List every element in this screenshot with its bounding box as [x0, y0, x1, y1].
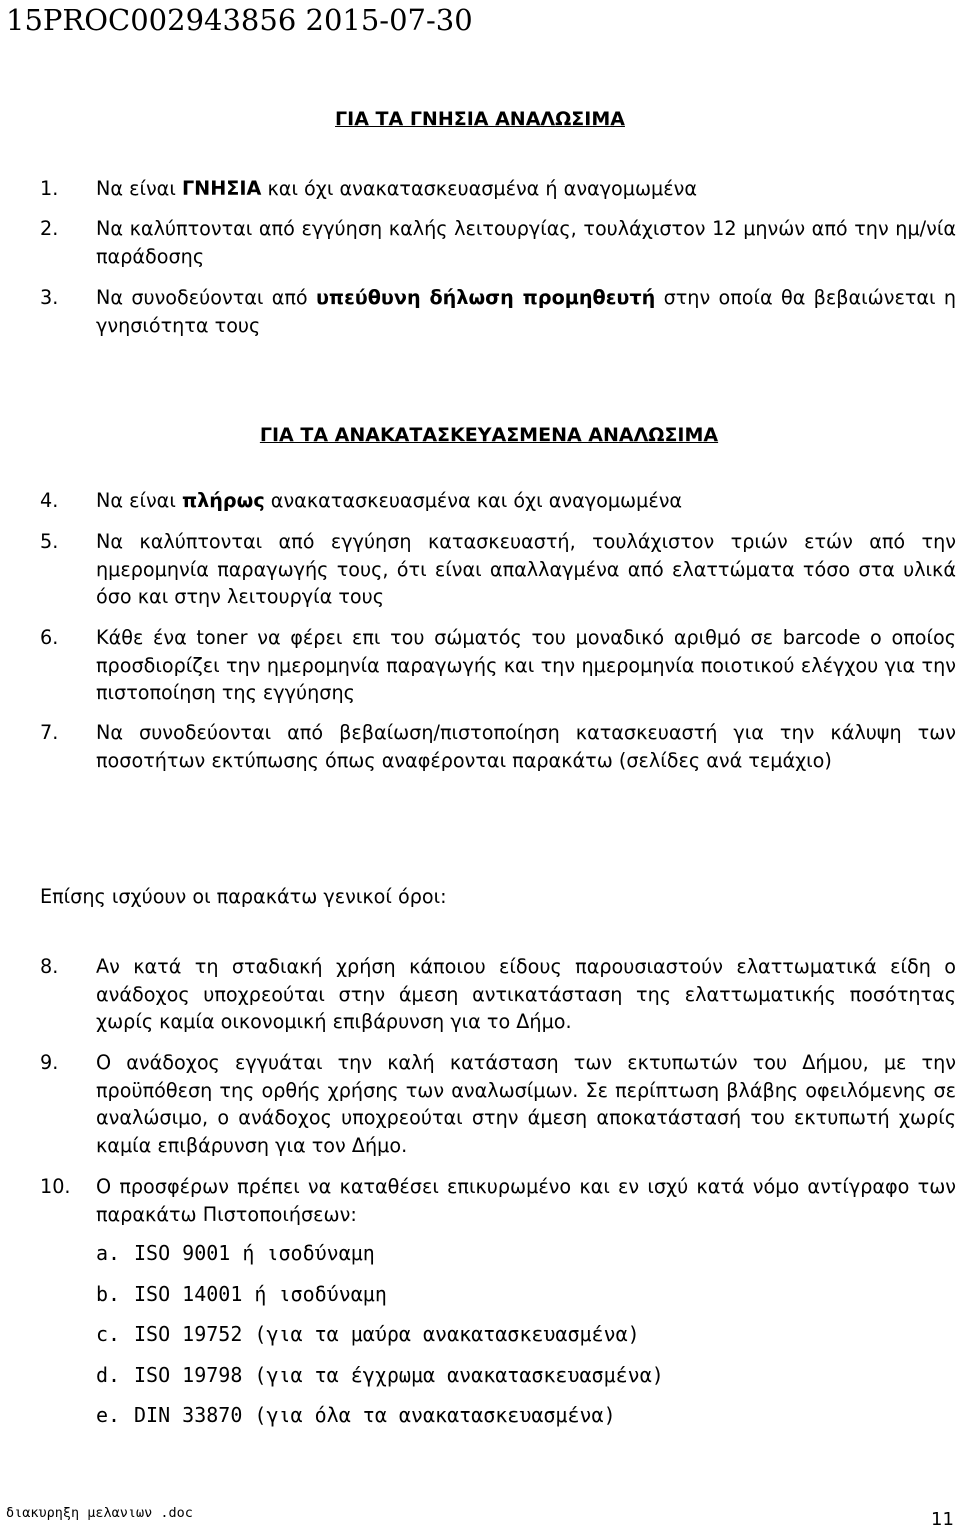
footer-filename: διακυρηξη μελανιων .doc	[6, 1505, 193, 1521]
list-item-text: Ο ανάδοχος εγγυάται την καλή κατάσταση των εκτυπωτών του Δήμου, με την προϋπόθεση της ορθής χρήσης των αναλωσίμων. Σε περίπτωση βλάβης οφειλόμενης σε αναλώσιμο, ο ανάδοχος υποχρεούται στην άμεση αποκατάστασή του εκτυπωτή χωρίς καμία επιβάρυνση για τον Δήμο.	[96, 1051, 956, 1157]
list-item-2	[40, 215, 956, 270]
list-item-7	[40, 719, 956, 774]
certification-label: d.	[96, 1363, 121, 1387]
certification-text: DIN 33870 (για όλα τα ανακατασκευασμένα)	[134, 1403, 616, 1427]
section-heading-refurbished-text: ΓΙΑ ΤΑ ΑΝΑΚΑΤΑΣΚΕΥΑΣΜΕΝΑ ΑΝΑΛΩΣΙΜΑ	[259, 424, 719, 446]
certification-item-d	[96, 1362, 664, 1389]
list-item-emphasis: υπεύθυνη δήλωση προμηθευτή	[315, 286, 656, 309]
list-item-number: 10.	[40, 1175, 71, 1198]
list-item-text: Αν κατά τη σταδιακή χρήση κάποιου είδους παρουσιαστούν ελαττωματικά είδη ο ανάδοχος υποχρεούται στην άμεση αντικατάσταση της ελαττωματικής ποσότητας χωρίς καμία οικονομική επιβάρυνση για το Δήμο.	[96, 955, 956, 1033]
list-item-text: ανακατασκευασμένα και όχι αναγομωμένα	[264, 489, 683, 512]
certification-text: ISO 19752 (για τα μαύρα ανακατασκευασμένα)	[134, 1322, 640, 1346]
list-item-number: 1.	[40, 177, 59, 200]
list-item-1	[40, 175, 956, 203]
list-item-10	[40, 1173, 956, 1228]
certification-label: c.	[96, 1322, 121, 1346]
list-item-9	[40, 1049, 956, 1159]
list-item-text: Να καλύπτονται από εγγύηση κατασκευαστή, τουλάχιστον τριών ετών από την ημερομηνία παραγωγής τους, ότι είναι απαλλαγμένα από ελαττώματα τόσο στα υλικά όσο και στην λειτουργία τους	[96, 530, 956, 608]
page-number: 11	[931, 1509, 954, 1530]
list-item-number: 9.	[40, 1051, 59, 1074]
list-item-5	[40, 528, 956, 611]
certification-item-c	[96, 1321, 640, 1348]
certification-text: ISO 19798 (για τα έγχρωμα ανακατασκευασμένα)	[134, 1363, 664, 1387]
certification-label: e.	[96, 1403, 121, 1427]
section-heading-genuine	[0, 107, 960, 131]
list-item-emphasis: ΓΝΗΣΙΑ	[181, 177, 262, 200]
list-item-number: 7.	[40, 721, 59, 744]
certification-text: ISO 14001 ή ισοδύναμη	[134, 1282, 387, 1306]
certification-item-a	[96, 1240, 375, 1267]
list-item-4	[40, 487, 956, 515]
list-item-text: Να καλύπτονται από εγγύηση καλής λειτουργίας, τουλάχιστον 12 μηνών από την ημ/νία παράδοσης	[96, 217, 956, 268]
certification-label: a.	[96, 1241, 121, 1265]
list-item-emphasis: πλήρως	[181, 489, 265, 512]
list-item-text: Κάθε ένα toner να φέρει επι του σώματός του μοναδικό αριθμό σε barcode ο οποίος προσδιορίζει την ημερομηνία παραγωγής και την ημερομηνία ποιοτικού ελέγχου για την πιστοποίηση της εγγύησης	[96, 626, 956, 704]
list-item-number: 5.	[40, 530, 59, 553]
list-item-8	[40, 953, 956, 1036]
list-item-number: 8.	[40, 955, 59, 978]
certification-text: ISO 9001 ή ισοδύναμη	[134, 1241, 375, 1265]
list-item-number: 6.	[40, 626, 59, 649]
list-item-number: 3.	[40, 286, 59, 309]
certification-item-b	[96, 1281, 387, 1308]
certification-label: b.	[96, 1282, 121, 1306]
list-item-3	[40, 284, 956, 339]
list-item-text: Να είναι	[96, 177, 182, 200]
list-item-number: 4.	[40, 489, 59, 512]
list-item-text: Να είναι	[96, 489, 182, 512]
list-item-text: στην οποία θα βεβαιώνεται η γνησιότητα τους	[96, 286, 956, 337]
list-item-6	[40, 624, 956, 707]
section-heading-refurbished	[0, 423, 960, 447]
list-item-text: και όχι ανακατασκευασμένα ή αναγομωμένα	[261, 177, 698, 200]
list-item-text: Να συνοδεύονται από βεβαίωση/πιστοποίηση κατασκευαστή για την κάλυψη των ποσοτήτων εκτύπωσης όπως αναφέρονται παρακάτω (σελίδες ανά τεμάχιο)	[96, 721, 956, 772]
list-item-number: 2.	[40, 217, 59, 240]
list-item-text: Ο προσφέρων πρέπει να καταθέσει επικυρωμένο και εν ισχύ κατά νόμο αντίγραφο των παρακάτω Πιστοποιήσεων:	[96, 1175, 956, 1226]
document-code-header: 15PROC002943856 2015-07-30	[6, 3, 473, 37]
certification-item-e	[96, 1402, 616, 1429]
section-heading-genuine-text: ΓΙΑ ΤΑ ΓΝΗΣΙΑ ΑΝΑΛΩΣΙΜΑ	[335, 108, 625, 130]
general-terms-intro: Επίσης ισχύουν οι παρακάτω γενικοί όροι:	[40, 885, 447, 908]
list-item-text: Να συνοδεύονται από	[96, 286, 316, 309]
